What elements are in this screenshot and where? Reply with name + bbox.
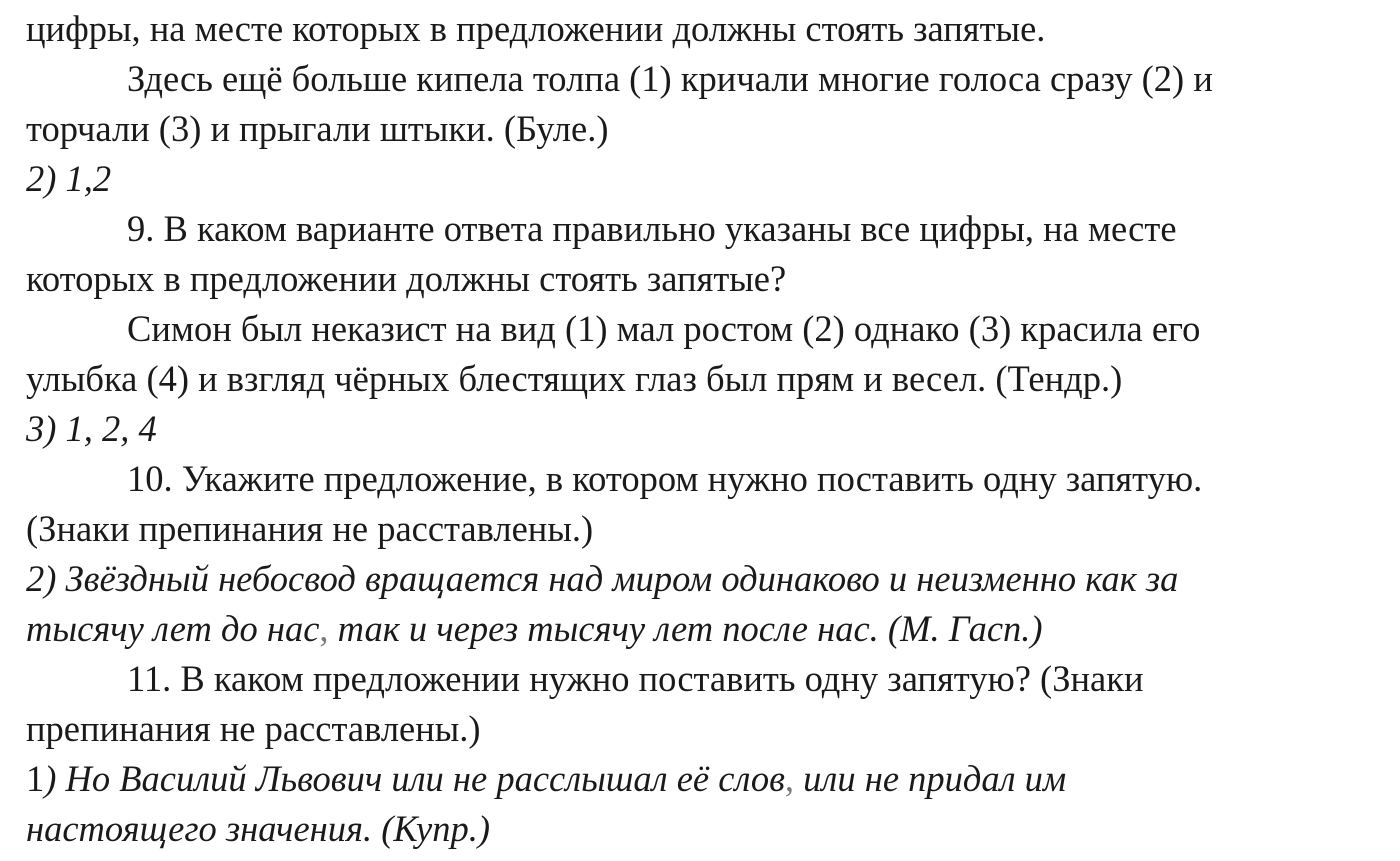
question-10: 10. Укажите предложение, в котором нужно поставить одну запятую. bbox=[127, 458, 1203, 499]
example-sentence: Здесь ещё больше кипела толпа (1) кричали многие голоса сразу (2) и bbox=[127, 58, 1213, 99]
answer-line: 3) 1, 2, 4 bbox=[26, 408, 157, 449]
example-sentence: Симон был неказист на вид (1) мал ростом (2) однако (3) красила его bbox=[127, 308, 1201, 349]
question-9: 9. В каком варианте ответа правильно указаны все цифры, на месте bbox=[127, 208, 1177, 249]
answer-text: ) Но Василий Львович или не расслышал её слов bbox=[44, 758, 785, 799]
inserted-comma: , bbox=[319, 608, 329, 649]
inserted-comma: , bbox=[784, 758, 795, 799]
text-line: цифры, на месте которых в предложении должны стоять запятые. bbox=[26, 8, 1046, 49]
question-9-continued: которых в предложении должны стоять запятые? bbox=[26, 258, 787, 299]
document-page bbox=[26, 4, 1366, 854]
question-11-continued: препинания не расставлены.) bbox=[26, 708, 481, 749]
answer-line: 2) 1,2 bbox=[26, 158, 112, 199]
answer-line bbox=[26, 754, 1366, 804]
answer-line-continued bbox=[26, 604, 1366, 654]
answer-line: 2) Звёздный небосвод вращается над миром одинаково и неизменно как за bbox=[26, 558, 1179, 599]
answer-number: 1 bbox=[26, 758, 45, 799]
example-sentence-continued: улыбка (4) и взгляд чёрных блестящих глаз был прям и весел. (Тендр.) bbox=[26, 358, 1123, 399]
answer-text: так и через тысячу лет после нас. (М. Гасп.) bbox=[328, 608, 1043, 649]
example-sentence-continued: торчали (3) и прыгали штыки. (Буле.) bbox=[26, 108, 609, 149]
answer-line-continued: настоящего значения. (Купр.) bbox=[26, 808, 491, 849]
answer-text: тысячу лет до нас bbox=[26, 608, 320, 649]
question-10-continued: (Знаки препинания не расставлены.) bbox=[26, 508, 594, 549]
question-11: 11. В каком предложении нужно поставить одну запятую? (Знаки bbox=[127, 658, 1144, 699]
answer-text: или не придал им bbox=[794, 758, 1067, 799]
